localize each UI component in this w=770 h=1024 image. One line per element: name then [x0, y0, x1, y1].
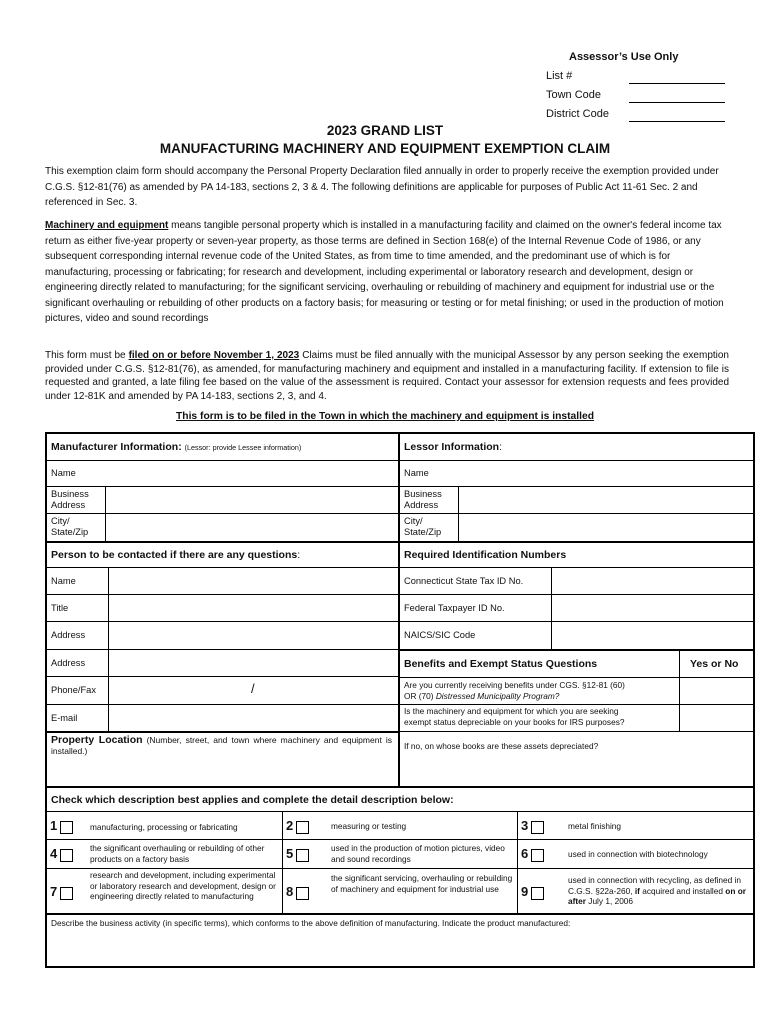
option-8-box[interactable]: [296, 887, 309, 900]
contact-title-label: Title: [51, 603, 69, 613]
definition-term: Machinery and equipment: [45, 220, 169, 231]
option-5-box[interactable]: [296, 849, 309, 862]
contact-phone-field[interactable]: [109, 677, 398, 704]
lessor-address-label: [404, 489, 442, 511]
contact-name-field[interactable]: [109, 568, 398, 594]
option-7-box[interactable]: [60, 887, 73, 900]
benefits-answer-1[interactable]: [680, 678, 753, 704]
benefits-question-2: [404, 706, 624, 728]
lessor-header-colon: :: [499, 441, 503, 453]
option-2-number: 2: [286, 818, 294, 833]
benefits-q1-or: OR (70): [404, 691, 436, 701]
manufacturer-address-field[interactable]: [106, 487, 398, 513]
ids-header: Required Identification Numbers: [404, 549, 567, 561]
contact-header-colon: :: [297, 549, 301, 561]
option-7-number: 7: [50, 884, 58, 899]
benefits-answer-3[interactable]: [400, 753, 753, 786]
benefits-q2-line2: exempt status depreciable on your books for IRS purposes?: [404, 717, 625, 727]
manufacturer-header: [51, 441, 301, 453]
benefits-header: Benefits and Exempt Status Questions: [404, 658, 598, 670]
lessor-address-text: Address: [404, 500, 439, 510]
option-3-number: 3: [521, 818, 529, 833]
option-6-checkbox[interactable]: [521, 846, 544, 862]
contact-address2-label: Address: [51, 658, 86, 668]
intro-paragraph: This exemption claim form should accompany the Personal Property Declaration filed annually in order to properly receive the exemption provided under C.G.S. §12-81(76) as amended by PA 14-183, sections 2, 3 & 4. The following definitions are applicable for purposes of Public Act 11-61 Sec. 2 and referenced in Sec. 3.: [45, 166, 719, 208]
option-2-box[interactable]: [296, 821, 309, 834]
option-2-label: measuring or testing: [331, 821, 407, 831]
option-3-checkbox[interactable]: [521, 818, 544, 834]
manufacturer-header-text: Manufacturer Information: [51, 441, 179, 453]
benefits-q1-program: Distressed Municipality Program?: [435, 691, 560, 701]
lessor-header: [404, 441, 502, 453]
federal-id-label: Federal Taxpayer ID No.: [404, 603, 505, 613]
contact-email-field[interactable]: [109, 705, 398, 732]
option-9-checkbox[interactable]: [521, 884, 544, 900]
benefits-question-3: If no, on whose books are these assets depreciated?: [404, 741, 599, 751]
manufacturer-city-field[interactable]: [106, 514, 398, 541]
option-8-label: the significant servicing, overhauling or rebuilding of machinery and equipment for industrial use: [331, 873, 513, 894]
ct-tax-id-label: Connecticut State Tax ID No.: [404, 576, 524, 586]
lessor-name-label: Name: [404, 468, 429, 478]
option-8-checkbox[interactable]: [286, 884, 309, 900]
manufacturer-address-label: [51, 489, 89, 511]
option-4-number: 4: [50, 846, 58, 861]
property-location-note: (Number, street, and town where machinery and equipment is installed.): [51, 735, 392, 756]
contact-header: [51, 549, 300, 561]
definition-text: means tangible personal property which is installed in a manufacturing facility and claimed on the owner's federal income tax return as either five-year property or seven-year property, as those terms are defined in Section 168(e) of the Internal Revenue Code of 1986, or any subsequent corresponding internal revenue code of the United States, as from time to time amended, and the predominant use of which is for manufacturing, processing or fabricating; for research and development, including experimental or laboratory research and development, design or engineering directly related to manufacturing; for the significant servicing, overhauling or rebuilding of machinery and equipment for industrial use or the significant overhauling or rebuilding of other products on a factory basis; for measuring or testing or for metal finishing; or used in the production of motion pictures, video and sound recordings: [45, 220, 724, 324]
contact-title-field[interactable]: [109, 595, 398, 621]
filing-notice: This form is to be filed in the Town in which the machinery and equipment is installed: [175, 411, 595, 422]
lessor-address-field[interactable]: [459, 487, 753, 513]
yes-no-header: Yes or No: [690, 658, 739, 670]
check-header: Check which description best applies and complete the detail description below:: [51, 794, 454, 806]
town-code-label: Town Code: [546, 89, 602, 101]
contact-phone-label: Phone/Fax: [51, 685, 96, 695]
manufacturer-business-text: Business: [51, 489, 89, 499]
assessor-title: Assessor’s Use Only: [569, 51, 679, 63]
option-9-label: [568, 875, 752, 907]
lessor-business-text: Business: [404, 489, 442, 499]
option-1-checkbox[interactable]: [50, 818, 73, 834]
option-9-number: 9: [521, 884, 529, 899]
describe-activity-field[interactable]: [47, 932, 753, 965]
manufacturer-city-label: [51, 516, 88, 538]
option-9-text-b: if: [634, 885, 640, 896]
manufacturer-name-label: Name: [51, 468, 76, 478]
filing-paragraph: [45, 349, 729, 403]
contact-address-label: Address: [51, 630, 86, 640]
manufacturer-header-colon: :: [178, 441, 182, 453]
manufacturer-note: (Lessor: provide Lessee information): [184, 443, 302, 452]
option-1-number: 1: [50, 818, 58, 833]
benefits-q2-line1: Is the machinery and equipment for which you are seeking: [404, 706, 619, 716]
list-number-label: List #: [546, 70, 573, 82]
option-8-number: 8: [286, 884, 294, 899]
describe-activity-label: Describe the business activity (in specific terms), which conforms to the above definition of manufacturing. Indicate the product manufactured:: [51, 918, 571, 928]
option-3-label: metal finishing: [568, 821, 622, 831]
page-title-year: 2023 GRAND LIST: [326, 123, 444, 138]
option-5-label: used in the production of motion pictures, video and sound recordings: [331, 843, 505, 864]
manufacturer-statezip-text: State/Zip: [51, 527, 89, 537]
option-5-checkbox[interactable]: [286, 846, 309, 862]
option-4-label: the significant overhauling or rebuilding of other products on a factory basis: [90, 843, 265, 864]
option-1-box[interactable]: [60, 821, 73, 834]
manufacturer-address-text: Address: [51, 500, 86, 510]
manufacturer-city-text: City/: [51, 516, 70, 526]
lessor-city-label: [404, 516, 441, 538]
option-4-checkbox[interactable]: [50, 846, 73, 862]
contact-name-label: Name: [51, 576, 76, 586]
naics-label: NAICS/SIC Code: [404, 630, 476, 640]
lessor-header-text: Lessor Information: [404, 441, 500, 453]
phone-fax-separator: /: [251, 681, 255, 696]
list-number-field[interactable]: [629, 83, 725, 84]
town-code-field[interactable]: [629, 102, 725, 103]
option-9-text-e: July 1, 2006: [585, 896, 634, 906]
district-code-label: District Code: [546, 108, 609, 120]
option-2-checkbox[interactable]: [286, 818, 309, 834]
lessor-statezip-text: State/Zip: [404, 527, 442, 537]
option-6-box[interactable]: [531, 849, 544, 862]
option-3-box[interactable]: [531, 821, 544, 834]
federal-id-field[interactable]: [552, 595, 753, 621]
filing-text-a: This form must be: [45, 350, 129, 361]
option-9-text-d: on or after: [568, 885, 747, 906]
district-code-field[interactable]: [629, 121, 725, 122]
property-location-label: [51, 735, 392, 757]
option-1-label: manufacturing, processing or fabricating: [90, 822, 238, 832]
lessor-city-field[interactable]: [459, 514, 753, 541]
option-7-checkbox[interactable]: [50, 884, 73, 900]
filing-text-b: Claims must be filed annually with the municipal Assessor by any person seeking the exemption provided under C.G.S. §12-81(76), as amended, for manufacturing machinery and equipment and installed in a manufacturing facility. If extension to file is requested and granted, a late filing fee based on the value of the assessment is required. Contact your assessor for extension requests and fees provided under 12-81K and amended by PA 14-183, sections 2, 3, and 4.: [45, 350, 729, 402]
page-title: MANUFACTURING MACHINERY AND EQUIPMENT EXEMPTION CLAIM: [159, 141, 611, 156]
definition-paragraph: [45, 218, 729, 327]
contact-header-text: Person to be contacted if there are any questions: [51, 549, 298, 561]
option-6-number: 6: [521, 846, 529, 861]
benefits-answer-2[interactable]: [680, 705, 753, 731]
option-9-text-a: used in connection with recycling, as defined in C.G.S. §22a-260,: [568, 875, 741, 896]
option-7-label: research and development, including experimental or laboratory research and development, design or engineering directly related to manufacturing: [90, 870, 276, 901]
contact-address2-field[interactable]: [109, 650, 398, 676]
filing-deadline: filed on or before November 1, 2023: [128, 350, 300, 361]
lessor-city-text: City/: [404, 516, 423, 526]
option-9-text-c: acquired and installed: [639, 885, 726, 896]
property-location-field[interactable]: [47, 760, 397, 786]
property-location-title: Property Location: [51, 734, 143, 746]
naics-field[interactable]: [552, 622, 753, 649]
option-9-box[interactable]: [531, 887, 544, 900]
contact-email-label: E-mail: [51, 713, 78, 723]
benefits-question-1: [404, 680, 625, 702]
option-5-number: 5: [286, 846, 294, 861]
option-6-label: used in connection with biotechnology: [568, 849, 708, 859]
ct-tax-id-field[interactable]: [552, 568, 753, 594]
contact-address-field[interactable]: [109, 622, 398, 649]
benefits-q1-line1: Are you currently receiving benefits under CGS. §12-81 (60): [404, 680, 625, 690]
option-4-box[interactable]: [60, 849, 73, 862]
